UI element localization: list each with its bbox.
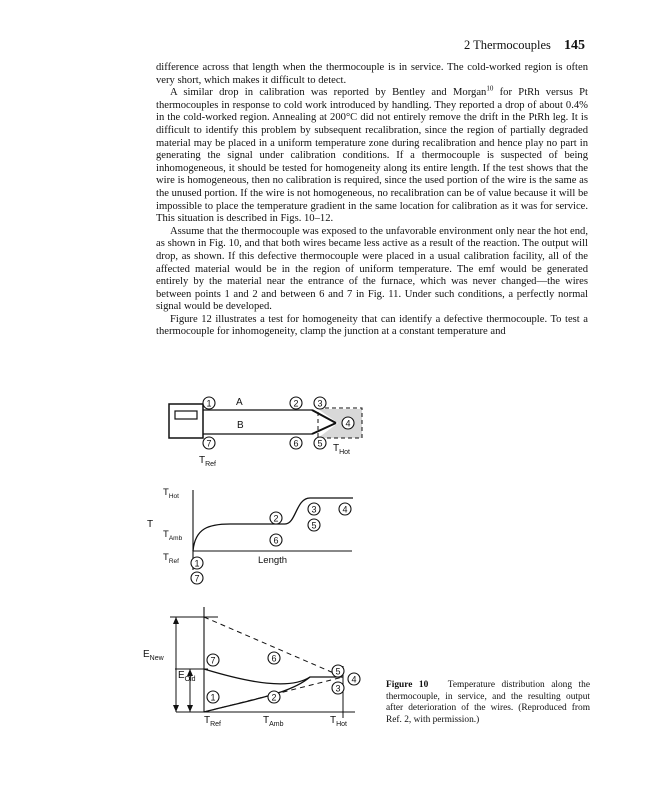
svg-text:2: 2 bbox=[293, 398, 299, 409]
e-old-label: $E_{Old}$ bbox=[178, 670, 196, 683]
old-output-upper bbox=[204, 666, 343, 684]
svg-text:6: 6 bbox=[293, 438, 299, 449]
figure-caption bbox=[386, 680, 590, 726]
svg-text:3: 3 bbox=[311, 504, 317, 515]
svg-text:5: 5 bbox=[311, 520, 317, 531]
t-ref-label-top: $T_{Ref}$ bbox=[199, 455, 217, 468]
t-hot-label: $T_{Hot}$ bbox=[163, 487, 179, 500]
svg-text:4: 4 bbox=[342, 504, 348, 515]
wire-label-a: A bbox=[236, 397, 243, 408]
svg-text:4: 4 bbox=[345, 418, 351, 429]
svg-text:7: 7 bbox=[194, 573, 200, 584]
temperature-profile bbox=[147, 487, 353, 584]
t-ref-label: $T_{Ref}$ bbox=[163, 552, 179, 565]
svg-text:3: 3 bbox=[335, 683, 341, 694]
thermocouple-schematic bbox=[169, 397, 362, 468]
length-axis-label: Length bbox=[258, 555, 288, 566]
svg-text:2: 2 bbox=[271, 692, 277, 703]
svg-text:1: 1 bbox=[194, 558, 200, 569]
svg-text:1: 1 bbox=[206, 398, 212, 409]
t-axis-label: T bbox=[147, 519, 154, 530]
svg-text:6: 6 bbox=[271, 653, 277, 664]
caption-text: Temperature distribution along the thermocouple, in service, and the resulting output after deterioration of the wires. (Reproduced from Ref. 2, with permission.) bbox=[386, 680, 591, 725]
svg-text:7: 7 bbox=[206, 438, 212, 449]
paragraph-1: difference across that length when the thermocouple is in service. The cold-worked region is often very short, which makes it difficult to detect. bbox=[156, 62, 588, 86]
e-new-label: $E_{New}$ bbox=[143, 649, 164, 662]
svg-text:6: 6 bbox=[273, 535, 279, 546]
svg-text:5: 5 bbox=[317, 438, 323, 449]
wire-label-b: B bbox=[237, 420, 244, 431]
meter-display bbox=[175, 411, 197, 419]
reference-superscript: 10 bbox=[486, 84, 494, 93]
t-hot-label-top: $T_{Hot}$ bbox=[333, 443, 351, 456]
svg-text:7: 7 bbox=[210, 655, 216, 666]
paragraph-4: Figure 12 illustrates a test for homogeneity that can identify a defective thermocouple. To test a thermocouple for inhomogeneity, clamp the junction at a constant temperature and bbox=[156, 313, 588, 338]
svg-text:5: 5 bbox=[335, 666, 341, 677]
page-number: 145 bbox=[564, 38, 585, 53]
emf-output-plot bbox=[143, 607, 360, 728]
t-hot-label-bottom: $T_{Hot}$ bbox=[330, 715, 348, 728]
paragraph-3: Assume that the thermocouple was exposed to the unfavorable environment only near the hot end, as shown in Fig. 10, and that both wires became less active as a result of the reaction. The output will drop, as shown. If this defective thermocouple were placed in a usual calibration facility, all of the affected material would be in the region of uniform temperature. The emf would be generated entirely by the material near the entrance of the furnace, which was never changed—the wires between points 1 and 2 and between 6 and 7 in Fig. 11. Under such conditions, a perfectly normal signal would be developed. bbox=[156, 225, 588, 313]
caption-label: Figure 10 bbox=[386, 680, 429, 690]
new-output-upper bbox=[204, 617, 343, 677]
t-ref-label-bottom: $T_{Ref}$ bbox=[204, 715, 222, 728]
svg-text:2: 2 bbox=[273, 513, 279, 524]
chapter-title: 2 Thermocouples bbox=[463, 38, 551, 52]
affected-region bbox=[318, 409, 362, 438]
svg-text:1: 1 bbox=[210, 692, 216, 703]
svg-text:4: 4 bbox=[351, 674, 357, 685]
meter-box bbox=[169, 404, 203, 438]
paragraph-2: A similar drop in calibration was reported by Bentley and Morgan$^{10}$ for PtRh versus Pt thermocouples in response to cold work introduced by handling. They reported a drop of about 0.4% in the cold-worked region. Annealing at 200°C did not entirely remove the drift in the PtRh leg. It is difficult to identify this problem by subsequent recalibration, since the region of partially degraded material may be placed in a uniform temperature zone during recalibration and hence play no part in generating the signal under calibration conditions. If a thermocouple is suspected of being inhomogeneous, it should be tested for homogeneity along its entire length. If the test shows that the wire is homogeneous, then no calibration is required, since the used portion of the wire is the same as the unused portion. If the wire is not homogeneous, no recalibration can be of value because it will be impossible to place the temperature gradient in the same location for calibration as it was for service. This situation is described in Figs. 10–12. bbox=[156, 84, 588, 225]
t-amb-label-bottom: $T_{Amb}$ bbox=[263, 715, 284, 728]
svg-text:3: 3 bbox=[317, 398, 323, 409]
t-amb-label: $T_{Amb}$ bbox=[163, 529, 183, 542]
